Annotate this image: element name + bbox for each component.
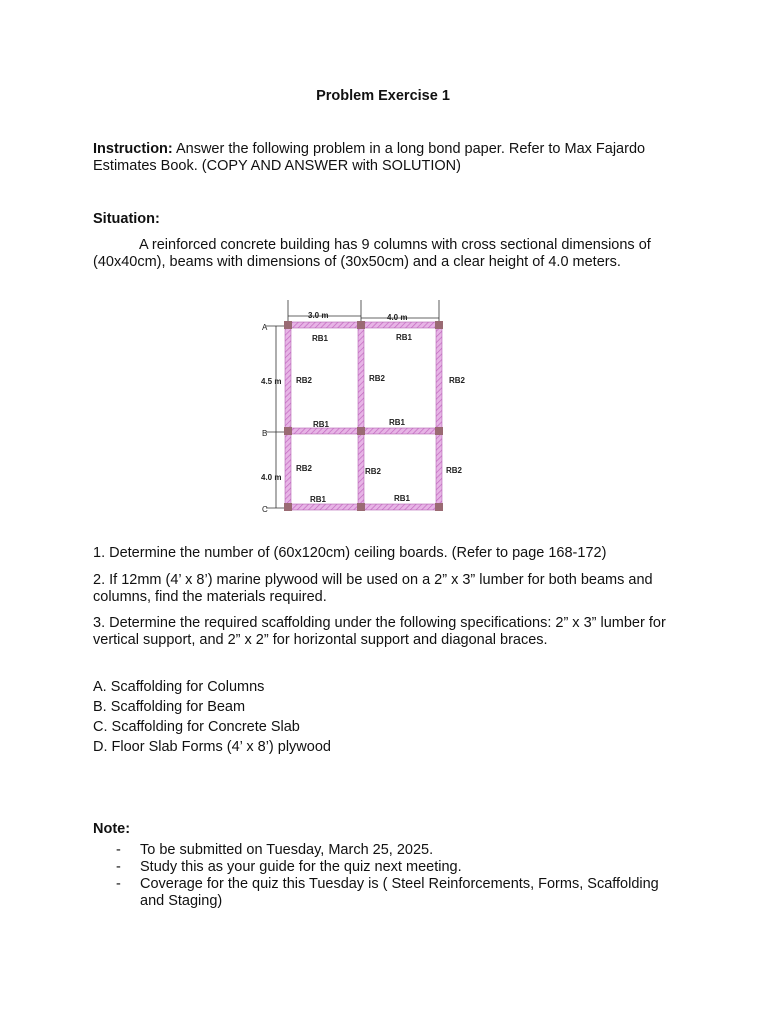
instruction-paragraph: [93, 141, 678, 175]
note-label: Note:: [93, 821, 131, 837]
situation-text: A reinforced concrete building has 9 columns with cross sectional dimensions of (40x40cm), beams with dimensions of (30x50cm) and a clear height of 4.0 meters.: [93, 237, 651, 270]
column: [435, 503, 443, 511]
beam-label-rb1: RB1: [396, 333, 413, 342]
beam-label-rb1: RB1: [312, 334, 329, 343]
dim-label-bay-1: 4.5 m: [261, 377, 282, 386]
beam-label-rb1: RB1: [313, 420, 330, 429]
note-list: [116, 842, 676, 910]
instruction-label: Instruction:: [93, 141, 173, 157]
beam-label-rb2: RB2: [446, 466, 463, 475]
note-dash: -: [116, 876, 121, 892]
floor-framing-plan-diagram: [252, 300, 474, 522]
beams: [285, 322, 442, 510]
dimension-lines: [266, 300, 439, 508]
beam-label-rb1: RB1: [394, 494, 411, 503]
beam-label-rb2: RB2: [449, 376, 466, 385]
beam-grid-2: [358, 322, 364, 510]
note-dash: -: [116, 842, 121, 858]
beam-label-rb1: RB1: [310, 495, 327, 504]
situation-label: Situation:: [93, 211, 160, 227]
dim-label-span-1: 3.0 m: [308, 311, 329, 320]
instruction-text: Answer the following problem in a long bond paper. Refer to Max Fajardo Estimates Book. (COPY AND ANSWER with SOLUTION): [93, 141, 646, 174]
dim-label-bay-2: 4.0 m: [261, 473, 282, 482]
grid-tag-a: A: [262, 323, 268, 332]
question-3: 3. Determine the required scaffolding under the following specifications: 2” x 3” lumber for vertical support, and 2” x 2” for horizontal support and diagonal braces.: [93, 615, 666, 648]
beam-grid-1: [285, 322, 291, 510]
option-d: D. Floor Slab Forms (4’ x 8’) plywood: [93, 739, 331, 755]
note-item: - To be submitted on Tuesday, March 25, 2025.: [116, 842, 434, 858]
question-1: 1. Determine the number of (60x120cm) ceiling boards. (Refer to page 168-172): [93, 545, 607, 561]
beam-label-rb2: RB2: [296, 464, 313, 473]
column: [284, 503, 292, 511]
option-b: B. Scaffolding for Beam: [93, 699, 246, 715]
note-item: - Study this as your guide for the quiz next meeting.: [116, 859, 462, 875]
grid-tag-b: B: [262, 429, 268, 438]
column: [435, 427, 443, 435]
column: [357, 427, 365, 435]
column: [357, 321, 365, 329]
beam-grid-3: [436, 322, 442, 510]
column: [435, 321, 443, 329]
column: [284, 427, 292, 435]
column: [284, 321, 292, 329]
beam-label-rb2: RB2: [369, 374, 386, 383]
option-c: C. Scaffolding for Concrete Slab: [93, 719, 300, 735]
note-dash: -: [116, 859, 121, 875]
note-item: - Coverage for the quiz this Tuesday is ( Steel Reinforcements, Forms, Scaffolding and Staging): [116, 876, 659, 909]
dim-label-span-2: 4.0 m: [387, 313, 408, 322]
question-2: 2. If 12mm (4’ x 8’) marine plywood will be used on a 2” x 3” lumber for both beams and columns, find the materials required.: [93, 572, 653, 605]
beam-label-rb1: RB1: [389, 418, 406, 427]
option-a: A. Scaffolding for Columns: [93, 679, 265, 695]
beam-label-rb2: RB2: [296, 376, 313, 385]
beam-label-rb2: RB2: [365, 467, 382, 476]
column: [357, 503, 365, 511]
page-title: Problem Exercise 1: [316, 88, 450, 104]
grid-tag-c: C: [262, 505, 268, 514]
